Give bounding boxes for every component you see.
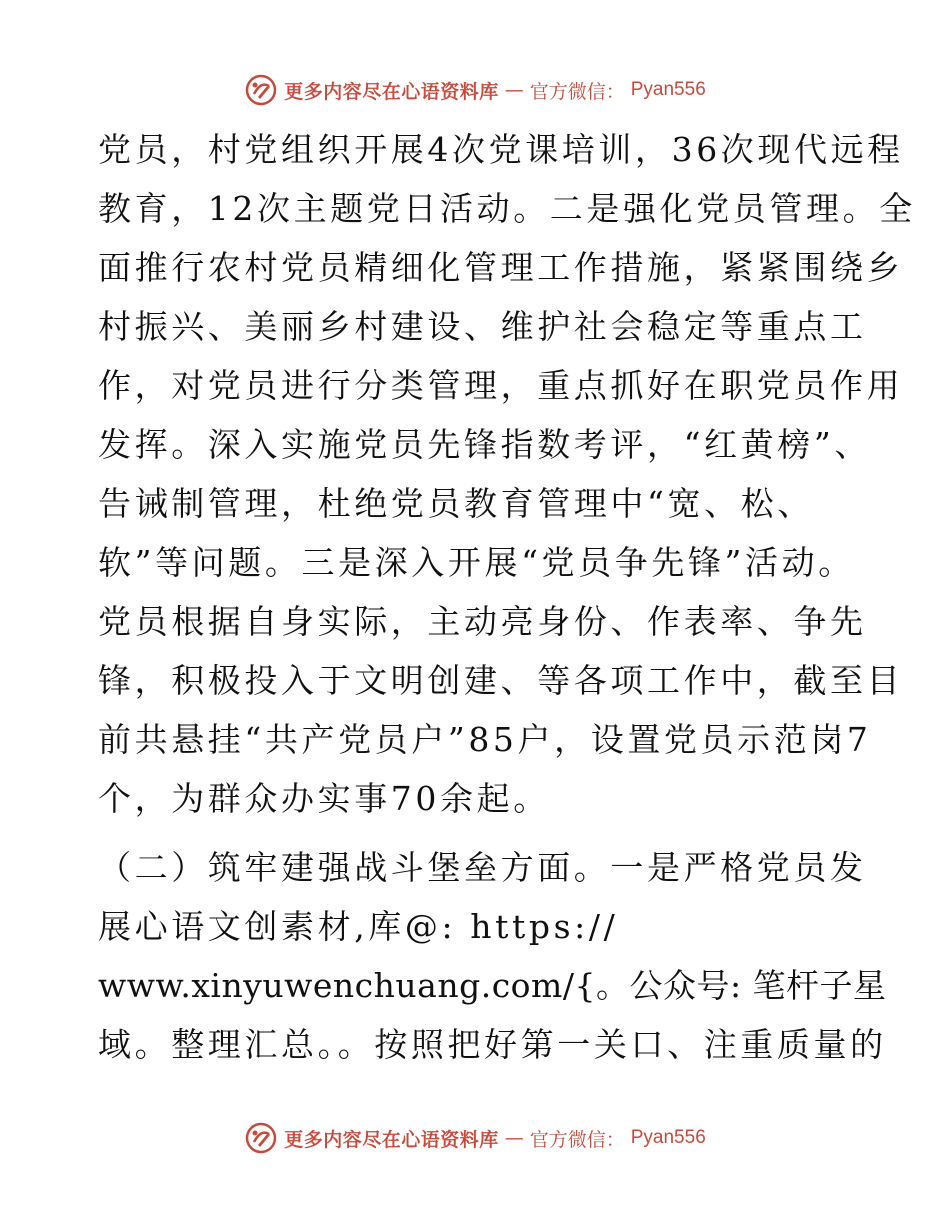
watermark-text: 更多内容尽在心语资料库 xyxy=(284,80,499,103)
watermark-footer xyxy=(0,1118,950,1158)
section2-line: （二）筑牢建强战斗堡垒方面。一是严格党员发 xyxy=(98,848,867,887)
body-line: 软”等问题。三是深入开展“党员争先锋”活动。 xyxy=(98,543,855,582)
body-line: 村振兴、美丽乡村建设、维护社会稳定等重点工 xyxy=(98,307,867,346)
section2-line: www.xinyuwenchuang.com/{。公众号: 笔杆子星 xyxy=(98,966,887,1005)
body-text xyxy=(98,120,916,1074)
body-line: 锋，积极投入于文明创建、等各项工作中，截至目 xyxy=(98,661,904,700)
brand-logo-icon xyxy=(244,73,278,107)
body-line: 教育，12次主题党日活动。二是强化党员管理。全 xyxy=(98,189,916,228)
watermark-wechat-label: 官方微信： xyxy=(529,1128,625,1151)
watermark-wechat-id: Pyan556 xyxy=(630,79,706,100)
watermark-wechat-label: 官方微信： xyxy=(529,80,625,103)
brand-logo-icon xyxy=(244,1121,278,1155)
section2-line: 展心语文创素材,库@: https:// xyxy=(98,907,619,946)
body-line: 党员，村党组织开展4次党课培训，36次现代远程 xyxy=(98,130,904,169)
watermark-text: 更多内容尽在心语资料库 xyxy=(284,1128,499,1151)
body-line: 个，为群众办实事70余起。 xyxy=(98,779,550,818)
body-line: 面推行农村党员精细化管理工作措施，紧紧围绕乡 xyxy=(98,248,904,287)
body-line: 前共悬挂“共产党员户”85户，设置党员示范岗7 xyxy=(98,720,872,759)
watermark-header xyxy=(0,70,950,110)
paragraph-gap xyxy=(98,828,868,838)
watermark-separator: — xyxy=(504,79,524,101)
body-line: 党员根据自身实际，主动亮身份、作表率、争先 xyxy=(98,602,867,641)
watermark-separator: — xyxy=(504,1127,524,1149)
body-line: 发挥。深入实施党员先锋指数考评，“红黄榜”、 xyxy=(98,425,871,464)
section2-line: 域。整理汇总。。按照把好第一关口、注重质量的 xyxy=(98,1025,887,1064)
body-line: 作，对党员进行分类管理，重点抓好在职党员作用 xyxy=(98,366,904,405)
body-line: 告诫制管理，杜绝党员教育管理中“宽、松、 xyxy=(98,484,814,523)
watermark-wechat-id: Pyan556 xyxy=(630,1127,706,1148)
